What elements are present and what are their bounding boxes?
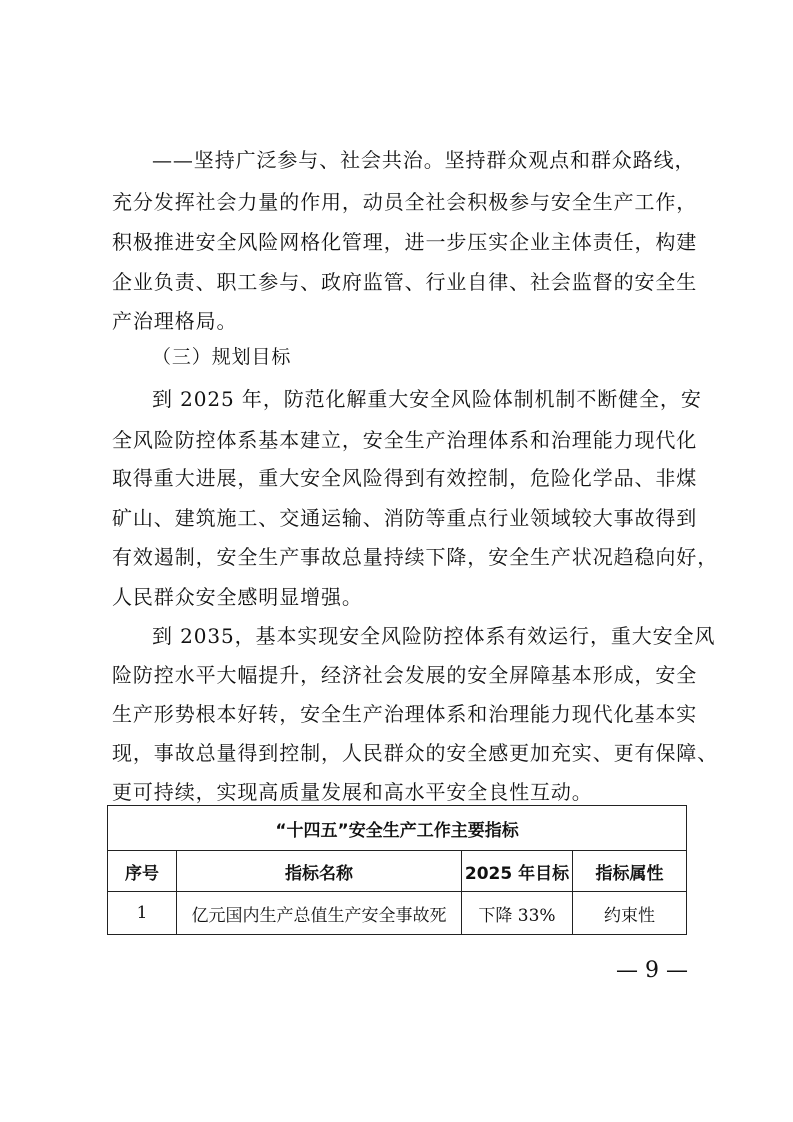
- header-target: 2025 年目标: [462, 851, 573, 892]
- paragraph-line: 充分发挥社会力量的作用，动员全社会积极参与安全生产工作，: [112, 190, 698, 214]
- indicators-table: [107, 805, 687, 935]
- body-text: [112, 0, 719, 804]
- paragraph-line: 到 2025 年，防范化解重大安全风险体制机制不断健全，安: [152, 387, 702, 411]
- table-header-row: [108, 851, 687, 892]
- row-index: 1: [108, 892, 177, 935]
- table-row: [108, 892, 687, 935]
- table-caption: “十四五”安全生产工作主要指标: [108, 806, 687, 851]
- header-name: 指标名称: [177, 851, 462, 892]
- paragraph-line: 到 2035，基本实现安全风险防控体系有效运行，重大安全风: [152, 624, 716, 648]
- paragraph-line: 人民群众安全感明显增强。: [112, 585, 363, 609]
- header-index: 序号: [108, 851, 177, 892]
- row-name: 亿元国内生产总值生产安全事故死: [177, 892, 462, 935]
- page-number: — 9 —: [616, 958, 688, 983]
- paragraph-line: 更可持续，实现高质量发展和高水平安全良性互动。: [112, 780, 593, 804]
- section-heading: （三）规划目标: [152, 346, 292, 368]
- paragraph-line: ——坚持广泛参与、社会共治。坚持群众观点和群众路线，: [152, 148, 696, 172]
- paragraph-line: 积极推进安全风险网格化管理，进一步压实企业主体责任，构建: [112, 230, 698, 254]
- row-attribute: 约束性: [573, 892, 687, 935]
- paragraph-line: 企业负责、职工参与、政府监管、行业自律、社会监督的安全生: [112, 270, 698, 294]
- paragraph-line: 现，事故总量得到控制，人民群众的安全感更加充实、更有保障、: [112, 741, 719, 765]
- paragraph-line: 全风险防控体系基本建立，安全生产治理体系和治理能力现代化: [112, 428, 698, 452]
- indicators-table-container: [107, 805, 686, 935]
- paragraph-line: 险防控水平大幅提升，经济社会发展的安全屏障基本形成，安全: [112, 663, 698, 687]
- paragraph-line: 取得重大进展，重大安全风险得到有效控制，危险化学品、非煤: [112, 466, 698, 490]
- header-attribute: 指标属性: [573, 851, 687, 892]
- row-target: 下降 33%: [462, 892, 573, 935]
- paragraph-line: 有效遏制，安全生产事故总量持续下降，安全生产状况趋稳向好，: [112, 545, 719, 569]
- paragraph-line: 产治理格局。: [112, 309, 238, 333]
- paragraph-line: 矿山、建筑施工、交通运输、消防等重点行业领域较大事故得到: [112, 506, 698, 530]
- paragraph-line: 生产形势根本好转，安全生产治理体系和治理能力现代化基本实: [112, 702, 698, 726]
